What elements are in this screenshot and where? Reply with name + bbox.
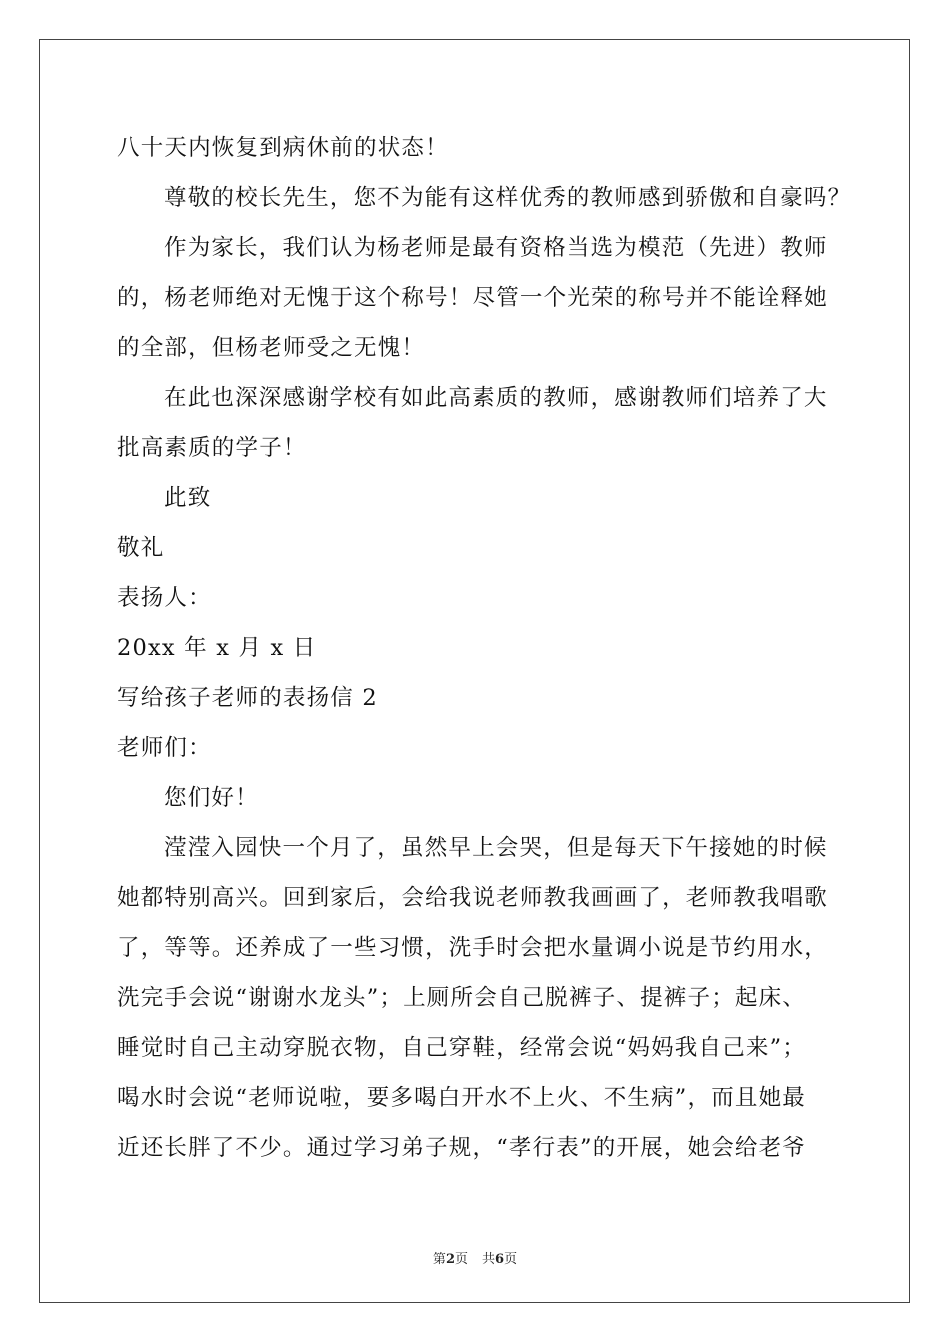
section-title: 写给孩子老师的表扬信 2 — [117, 685, 378, 711]
paragraph-line: 尊敬的校长先生，您不为能有这样优秀的教师感到骄傲和自豪吗？ — [164, 185, 852, 211]
total-prefix: 共 — [482, 1252, 496, 1267]
paragraph-line: 她都特别高兴。回到家后，会给我说老师教我画画了，老师教我唱歌 — [117, 885, 829, 911]
paragraph-line: 在此也深深感谢学校有如此高素质的教师，感谢教师们培养了大 — [164, 385, 828, 411]
closing-regards: 敬礼 — [117, 535, 165, 561]
paragraph-line: 了，等等。还养成了一些习惯，洗手时会把水量调小说是节约用水， — [117, 935, 829, 961]
paragraph-line: 的，杨老师绝对无愧于这个称号！尽管一个光荣的称号并不能诠释她 — [117, 285, 829, 311]
paragraph-line: 喝水时会说“老师说啦，要多喝白开水不上火、不生病”，而且她最 — [117, 1085, 807, 1111]
page-number: 2 — [445, 1252, 455, 1267]
greeting-line: 您们好！ — [164, 785, 259, 811]
paragraph-line: 的全部，但杨老师受之无愧！ — [117, 335, 426, 361]
total-suffix: 页 — [504, 1252, 518, 1267]
paragraph-line: 洗完手会说“谢谢水龙头”；上厕所会自己脱裤子、提裤子；起床、 — [117, 985, 807, 1011]
paragraph-line: 批高素质的学子！ — [117, 435, 307, 461]
letter-body — [117, 123, 852, 1173]
page-suffix: 页 — [454, 1252, 468, 1267]
page-footer — [0, 1248, 950, 1267]
date-line: 20xx 年 x 月 x 日 — [117, 635, 317, 661]
paragraph-line: 近还长胖了不少。通过学习弟子规，“孝行表”的开展，她会给老爷 — [117, 1135, 807, 1161]
paragraph-line: 作为家长，我们认为杨老师是最有资格当选为模范（先进）教师 — [164, 235, 828, 261]
paragraph-line: 睡觉时自己主动穿脱衣物，自己穿鞋，经常会说“妈妈我自己来”； — [117, 1035, 807, 1061]
page-prefix: 第 — [432, 1252, 446, 1267]
paragraph-line: 八十天内恢复到病休前的状态！ — [117, 135, 449, 161]
signature-label: 表扬人： — [117, 585, 212, 611]
closing-salutation: 此致 — [164, 485, 212, 511]
greeting-recipient: 老师们： — [117, 735, 212, 761]
paragraph-line: 滢滢入园快一个月了，虽然早上会哭，但是每天下午接她的时候 — [164, 835, 828, 861]
total-pages: 6 — [495, 1252, 505, 1267]
